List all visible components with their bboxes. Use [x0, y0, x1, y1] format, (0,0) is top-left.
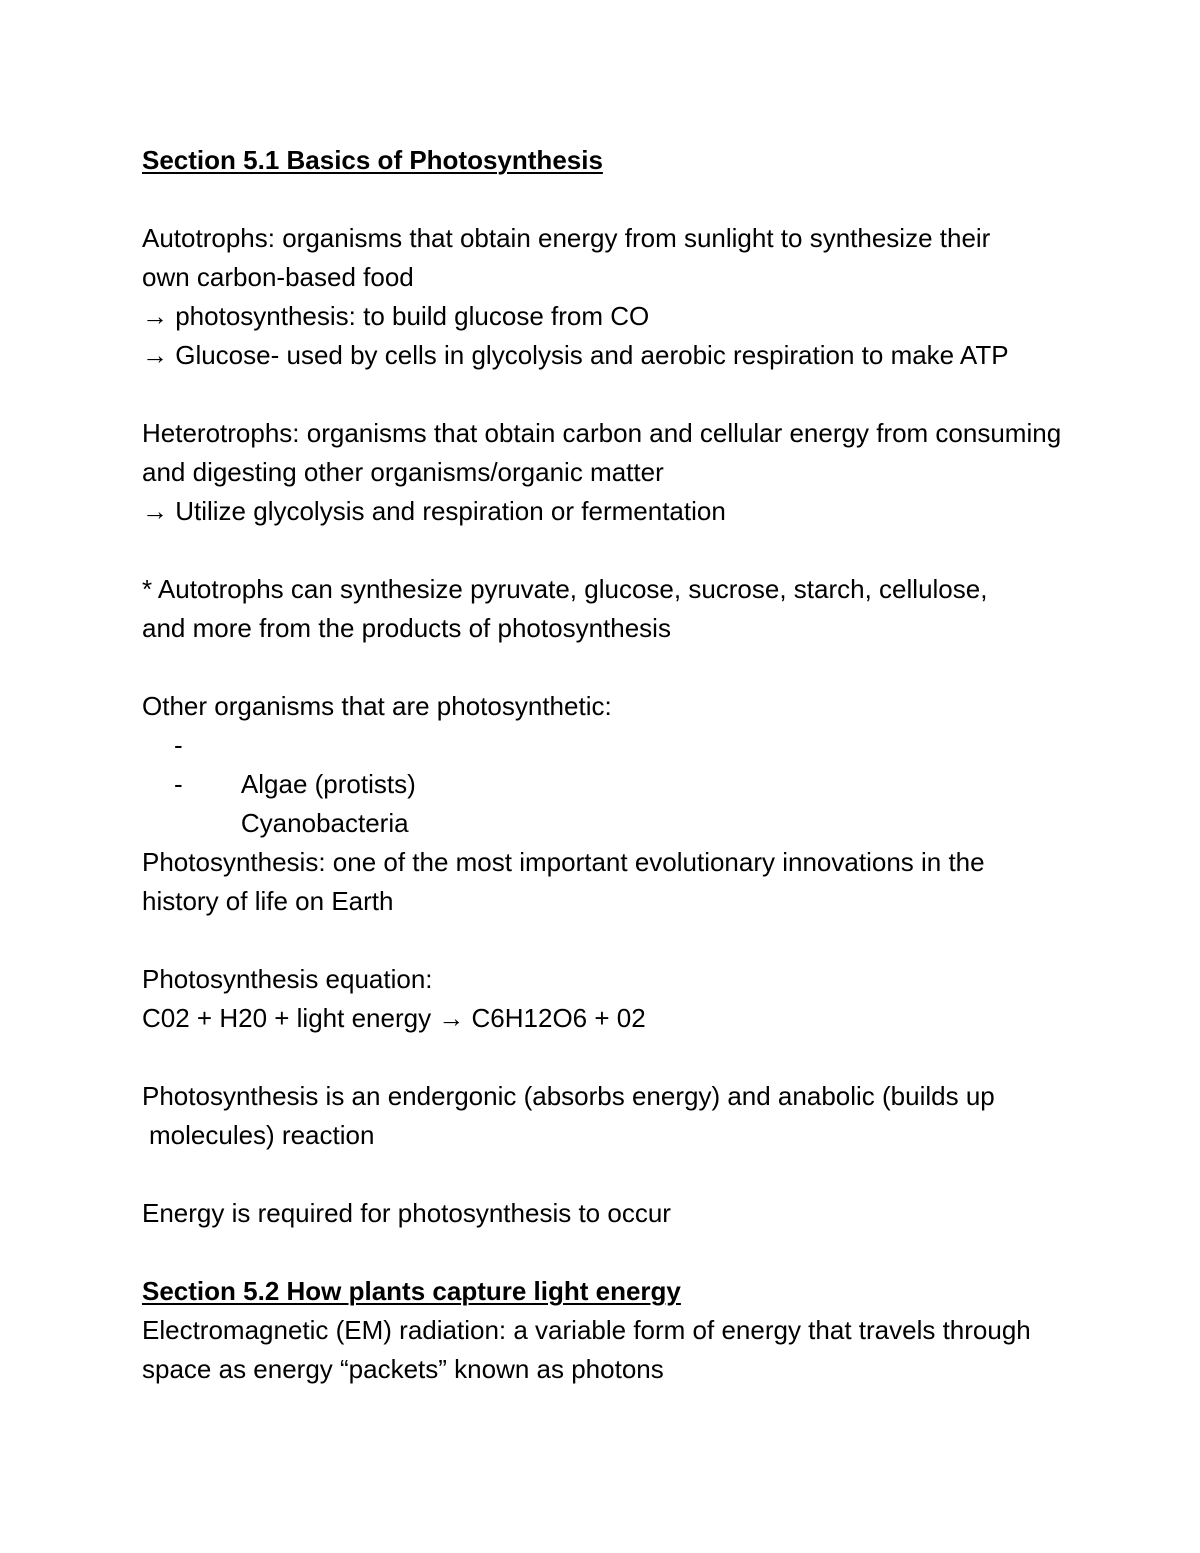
- autotrophs-synthesis-note-line-2: and more from the products of photosynthesis: [142, 613, 671, 643]
- equation-formula: C02 + H20 + light energy → C6H12O6 + 02: [142, 1003, 646, 1033]
- energy-required-line: Energy is required for photosynthesis to occur: [142, 1198, 671, 1228]
- list-dash: -: [174, 730, 183, 760]
- list-item-text: Algae (protists): [240, 769, 416, 799]
- spacer: [142, 375, 1192, 414]
- list-item: [142, 765, 1192, 838]
- spacer: [142, 1038, 1192, 1077]
- endergonic-line-1: Photosynthesis is an endergonic (absorbs energy) and anabolic (builds up: [142, 1081, 995, 1111]
- endergonic-line-2: molecules) reaction: [149, 1120, 375, 1150]
- heterotrophs-definition-line-1: Heterotrophs: organisms that obtain carbon and cellular energy from consuming: [142, 418, 1062, 448]
- autotrophs-synthesis-note-line-1: * Autotrophs can synthesize pyruvate, glucose, sucrose, starch, cellulose,: [142, 574, 988, 604]
- list-dash: -: [174, 769, 183, 799]
- spacer: [142, 648, 1192, 687]
- em-radiation-line-1: Electromagnetic (EM) radiation: a variable form of energy that travels through: [142, 1315, 1031, 1345]
- em-radiation-line-2: space as energy “packets” known as photons: [142, 1354, 664, 1384]
- list-item: [142, 726, 1192, 799]
- spacer: [142, 1155, 1192, 1194]
- photosynthesis-importance-line-1: Photosynthesis: one of the most important evolutionary innovations in the: [142, 847, 985, 877]
- spacer: [142, 1233, 1192, 1272]
- autotrophs-glucose-note: → Glucose- used by cells in glycolysis and aerobic respiration to make ATP: [142, 340, 1009, 370]
- heterotrophs-utilize-note: → Utilize glycolysis and respiration or fermentation: [142, 496, 726, 526]
- autotrophs-definition-line-2: own carbon-based food: [142, 262, 414, 292]
- list-item-text: Cyanobacteria: [240, 808, 409, 838]
- other-organisms-intro: Other organisms that are photosynthetic:: [142, 691, 612, 721]
- autotrophs-definition-line-1: Autotrophs: organisms that obtain energy from sunlight to synthesize their: [142, 223, 991, 253]
- equation-label: Photosynthesis equation:: [142, 964, 433, 994]
- photosynthesis-importance-line-2: history of life on Earth: [142, 886, 394, 916]
- section-5-2-heading: Section 5.2 How plants capture light energy: [142, 1276, 681, 1306]
- spacer: [142, 531, 1192, 570]
- heterotrophs-definition-line-2: and digesting other organisms/organic matter: [142, 457, 664, 487]
- spacer: [142, 180, 1192, 219]
- spacer: [142, 921, 1192, 960]
- section-5-1-heading: Section 5.1 Basics of Photosynthesis: [142, 145, 603, 175]
- autotrophs-photosynthesis-note: → photosynthesis: to build glucose from CO: [142, 301, 650, 331]
- document-page: [142, 141, 1192, 1389]
